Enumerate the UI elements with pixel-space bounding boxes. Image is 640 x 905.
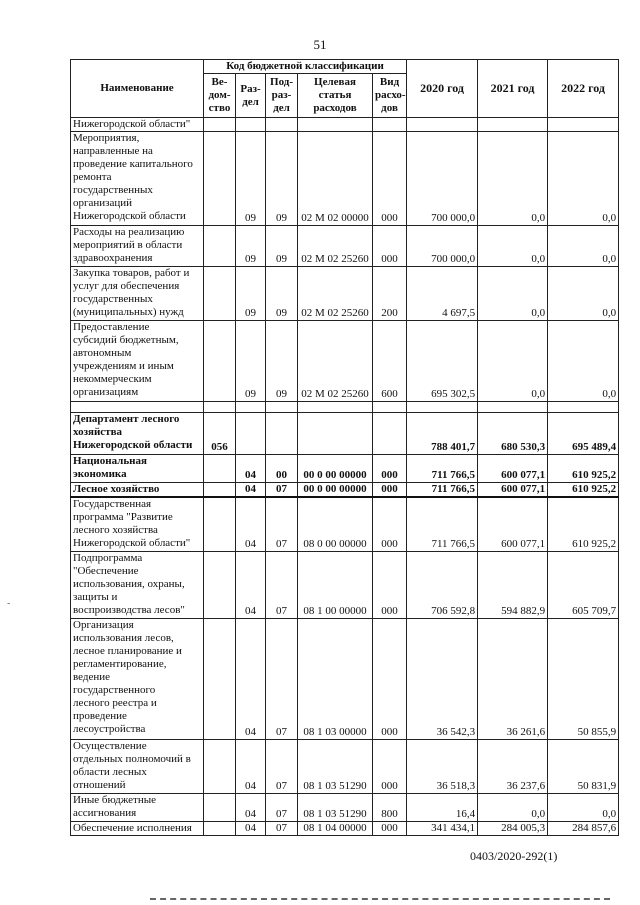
cell-year-2021: 680 530,3 (478, 413, 548, 455)
table-row (71, 267, 619, 321)
table-row (71, 551, 619, 618)
table-row (71, 402, 619, 413)
bottom-rule (150, 898, 610, 900)
cell-year-2020: 700 000,0 (407, 132, 478, 226)
table-header (71, 60, 619, 118)
cell-expense-type: 600 (373, 321, 407, 402)
cell-expense-type (373, 118, 407, 132)
budget-table (70, 59, 619, 836)
cell-target-article: 08 1 04 00000 (298, 821, 373, 835)
cell-name: Государственная программа "Развитие лесного хозяйства Нижегородской области" (71, 497, 204, 551)
header-razdel: Раз- дел (236, 74, 266, 118)
cell-podrazdel: 07 (266, 793, 298, 821)
cell-vedomstvo (204, 267, 236, 321)
cell-year-2021: 36 237,6 (478, 739, 548, 793)
table-row (71, 321, 619, 402)
header-year-2021: 2021 год (478, 60, 548, 118)
cell-razdel: 04 (236, 793, 266, 821)
cell-year-2022 (548, 402, 619, 413)
cell-year-2021: 594 882,9 (478, 551, 548, 618)
cell-razdel: 09 (236, 132, 266, 226)
cell-vedomstvo (204, 132, 236, 226)
cell-podrazdel: 07 (266, 551, 298, 618)
cell-year-2020: 711 766,5 (407, 455, 478, 483)
header-target-article: Целевая статья расходов (298, 74, 373, 118)
header-podrazdel: Под- раз- дел (266, 74, 298, 118)
cell-razdel: 09 (236, 321, 266, 402)
cell-year-2021: 600 077,1 (478, 455, 548, 483)
cell-expense-type: 000 (373, 551, 407, 618)
cell-target-article (298, 413, 373, 455)
cell-year-2020: 695 302,5 (407, 321, 478, 402)
cell-podrazdel: 09 (266, 321, 298, 402)
cell-name: Нижегородской области" (71, 118, 204, 132)
cell-razdel: 04 (236, 483, 266, 498)
cell-year-2020: 788 401,7 (407, 413, 478, 455)
cell-year-2020: 700 000,0 (407, 226, 478, 267)
header-name: Наименование (71, 60, 204, 118)
cell-name: Лесное хозяйство (71, 483, 204, 498)
cell-target-article: 08 1 03 51290 (298, 793, 373, 821)
cell-year-2020: 36 542,3 (407, 618, 478, 739)
cell-podrazdel (266, 402, 298, 413)
cell-expense-type: 000 (373, 497, 407, 551)
cell-year-2020: 711 766,5 (407, 497, 478, 551)
cell-razdel: 04 (236, 497, 266, 551)
cell-year-2020 (407, 402, 478, 413)
cell-vedomstvo (204, 226, 236, 267)
cell-year-2021 (478, 402, 548, 413)
cell-name: Департамент лесного хозяйства Нижегородской области (71, 413, 204, 455)
cell-podrazdel: 00 (266, 455, 298, 483)
cell-target-article: 00 0 00 00000 (298, 483, 373, 498)
header-vedomstvo: Ве- дом- ство (204, 74, 236, 118)
cell-vedomstvo (204, 483, 236, 498)
cell-expense-type: 000 (373, 739, 407, 793)
cell-year-2021: 0,0 (478, 321, 548, 402)
table-row (71, 497, 619, 551)
table-row (71, 483, 619, 498)
cell-expense-type: 000 (373, 618, 407, 739)
cell-target-article: 00 0 00 00000 (298, 455, 373, 483)
cell-razdel (236, 402, 266, 413)
cell-vedomstvo (204, 497, 236, 551)
cell-expense-type: 000 (373, 483, 407, 498)
cell-podrazdel: 07 (266, 821, 298, 835)
cell-year-2021: 284 005,3 (478, 821, 548, 835)
cell-year-2022: 0,0 (548, 321, 619, 402)
cell-razdel: 09 (236, 226, 266, 267)
cell-year-2021 (478, 118, 548, 132)
cell-expense-type: 200 (373, 267, 407, 321)
cell-name: Обеспечение исполнения (71, 821, 204, 835)
cell-year-2021: 0,0 (478, 793, 548, 821)
cell-vedomstvo (204, 618, 236, 739)
cell-podrazdel: 09 (266, 132, 298, 226)
cell-year-2021: 0,0 (478, 132, 548, 226)
table-row (71, 618, 619, 739)
cell-razdel: 04 (236, 739, 266, 793)
cell-name: Закупка товаров, работ и услуг для обеспечения государственных (муниципальных) нужд (71, 267, 204, 321)
cell-name: Иные бюджетные ассигнования (71, 793, 204, 821)
cell-podrazdel: 09 (266, 267, 298, 321)
cell-year-2021: 0,0 (478, 226, 548, 267)
cell-year-2021: 600 077,1 (478, 497, 548, 551)
cell-year-2022: 605 709,7 (548, 551, 619, 618)
cell-year-2020: 36 518,3 (407, 739, 478, 793)
table-row (71, 132, 619, 226)
cell-name: Предоставление субсидий бюджетным, автономным учреждениям и иным некоммерческим организациям (71, 321, 204, 402)
header-year-2020: 2020 год (407, 60, 478, 118)
cell-year-2021: 0,0 (478, 267, 548, 321)
cell-name: Осуществление отдельных полномочий в области лесных отношений (71, 739, 204, 793)
table-row (71, 793, 619, 821)
cell-podrazdel: 07 (266, 483, 298, 498)
cell-target-article: 02 М 02 00000 (298, 132, 373, 226)
cell-razdel: 04 (236, 618, 266, 739)
cell-target-article: 08 1 03 51290 (298, 739, 373, 793)
cell-name: Организация использования лесов, лесное планирование и регламентирование, ведение государственного лесного реестра и проведение лесоустройства (71, 618, 204, 739)
cell-target-article: 08 1 03 00000 (298, 618, 373, 739)
cell-year-2020 (407, 118, 478, 132)
cell-podrazdel: 07 (266, 497, 298, 551)
cell-vedomstvo (204, 551, 236, 618)
table-row (71, 739, 619, 793)
cell-vedomstvo (204, 118, 236, 132)
cell-expense-type: 000 (373, 821, 407, 835)
cell-year-2020: 341 434,1 (407, 821, 478, 835)
cell-year-2022: 610 925,2 (548, 497, 619, 551)
cell-target-article (298, 118, 373, 132)
cell-vedomstvo (204, 793, 236, 821)
cell-vedomstvo (204, 821, 236, 835)
cell-razdel: 09 (236, 267, 266, 321)
header-year-2022: 2022 год (548, 60, 619, 118)
cell-target-article: 08 1 00 00000 (298, 551, 373, 618)
cell-year-2020: 711 766,5 (407, 483, 478, 498)
cell-expense-type: 800 (373, 793, 407, 821)
cell-expense-type: 000 (373, 455, 407, 483)
cell-name: Подпрограмма "Обеспечение использования, охраны, защиты и воспроизводства лесов" (71, 551, 204, 618)
cell-year-2022: 695 489,4 (548, 413, 619, 455)
cell-razdel (236, 118, 266, 132)
cell-year-2022 (548, 118, 619, 132)
cell-year-2022: 610 925,2 (548, 483, 619, 498)
cell-razdel: 04 (236, 551, 266, 618)
cell-target-article: 08 0 00 00000 (298, 497, 373, 551)
cell-name: Мероприятия, направленные на проведение капитального ремонта государственных организаций Нижегородской области (71, 132, 204, 226)
cell-year-2022: 50 831,9 (548, 739, 619, 793)
cell-year-2022: 0,0 (548, 132, 619, 226)
table-row (71, 226, 619, 267)
cell-year-2022: 50 855,9 (548, 618, 619, 739)
cell-year-2020: 16,4 (407, 793, 478, 821)
cell-vedomstvo (204, 455, 236, 483)
cell-expense-type: 000 (373, 132, 407, 226)
table-body (71, 118, 619, 836)
cell-vedomstvo (204, 321, 236, 402)
page-number: 51 (313, 37, 327, 52)
cell-target-article: 02 М 02 25260 (298, 321, 373, 402)
cell-year-2021: 36 261,6 (478, 618, 548, 739)
cell-name: Национальная экономика (71, 455, 204, 483)
cell-podrazdel: 07 (266, 739, 298, 793)
cell-vedomstvo: 056 (204, 413, 236, 455)
document-code: 0403/2020-292(1) (470, 849, 558, 863)
cell-podrazdel: 07 (266, 618, 298, 739)
cell-year-2022: 0,0 (548, 267, 619, 321)
cell-target-article: 02 М 02 25260 (298, 226, 373, 267)
cell-target-article: 02 М 02 25260 (298, 267, 373, 321)
cell-podrazdel (266, 118, 298, 132)
table-row (71, 413, 619, 455)
cell-podrazdel: 09 (266, 226, 298, 267)
cell-razdel: 04 (236, 455, 266, 483)
header-classification-group: Код бюджетной классификации (204, 60, 407, 74)
table-row (71, 118, 619, 132)
cell-podrazdel (266, 413, 298, 455)
header-expense-type: Вид расхо- дов (373, 74, 407, 118)
margin-mark: - (7, 598, 11, 609)
cell-name (71, 402, 204, 413)
cell-year-2022: 284 857,6 (548, 821, 619, 835)
cell-expense-type (373, 402, 407, 413)
cell-name: Расходы на реализацию мероприятий в области здравоохранения (71, 226, 204, 267)
table-row (71, 821, 619, 835)
cell-year-2022: 0,0 (548, 226, 619, 267)
cell-target-article (298, 402, 373, 413)
table-row (71, 455, 619, 483)
cell-year-2020: 706 592,8 (407, 551, 478, 618)
cell-vedomstvo (204, 402, 236, 413)
cell-year-2022: 0,0 (548, 793, 619, 821)
cell-razdel (236, 413, 266, 455)
cell-year-2022: 610 925,2 (548, 455, 619, 483)
cell-razdel: 04 (236, 821, 266, 835)
cell-year-2020: 4 697,5 (407, 267, 478, 321)
cell-vedomstvo (204, 739, 236, 793)
cell-expense-type: 000 (373, 226, 407, 267)
cell-year-2021: 600 077,1 (478, 483, 548, 498)
cell-expense-type (373, 413, 407, 455)
